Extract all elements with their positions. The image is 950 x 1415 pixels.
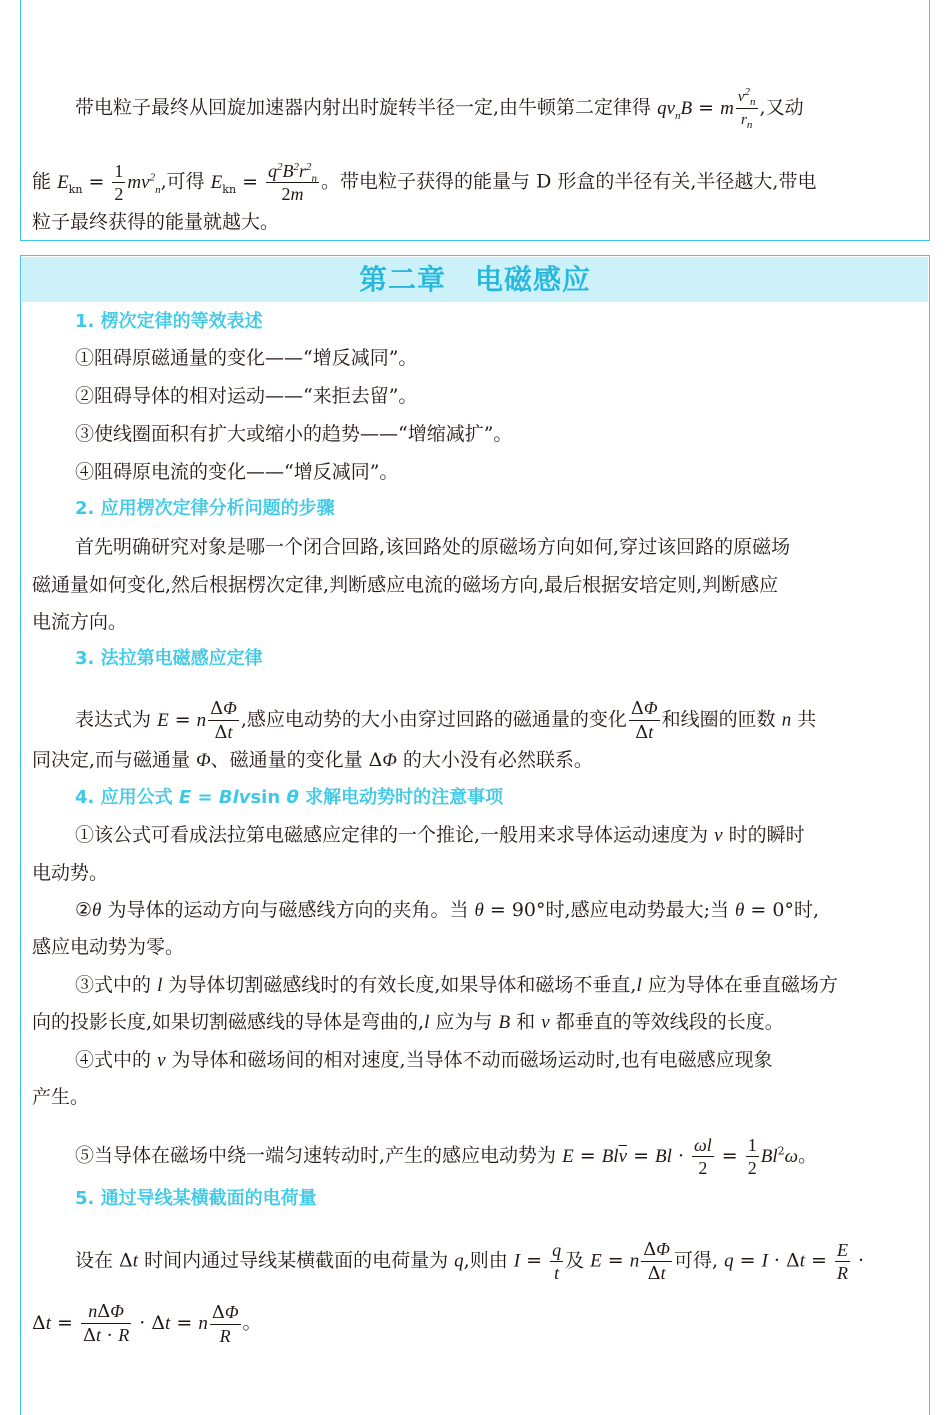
text: 和线圈的匝数 <box>661 708 776 731</box>
paragraph-line: 首先明确研究对象是哪一个闭合回路,该回路处的原磁场方向如何,穿过该回路的原磁场 <box>75 536 791 558</box>
formula: $\frac{\Delta\Phi}{\Delta t}$ <box>630 698 658 743</box>
text: 的大小没有必然联系。 <box>402 749 593 771</box>
text: ,则由 <box>463 1249 508 1272</box>
paragraph-line: 表达式为 E = n $\frac{\Delta\Phi}{\Delta t}$ ,感应电动势的大小由穿过回路的磁通量的变化 $\frac{\Delta\Phi}{\Delta t}$ 和线圈的匝数 n 共 <box>75 698 817 743</box>
formula: Δt = $\frac{\text{nΔΦ}}{\Delta t \cdot R}$ · Δt = n $\frac{\Delta\Phi}{R}$ <box>32 1301 239 1346</box>
paragraph-line <box>32 160 816 205</box>
text: 应为导体在垂直磁场方 <box>647 974 838 996</box>
section-heading: 5. 通过导线某横截面的电荷量 <box>75 1188 317 1209</box>
formula: $E_{kn}$ = $\frac{1}{2}$ $mv^2_n$ <box>57 161 161 204</box>
paragraph-line: 感应电动势为零。 <box>32 936 185 958</box>
list-item: ①阻碍原磁通量的变化——“增反减同”。 <box>75 347 418 369</box>
formula: E = n $\frac{\Delta\Phi}{\Delta t}$ <box>157 698 237 743</box>
text: 时, <box>793 899 820 921</box>
section-heading: 2. 应用楞次定律分析问题的步骤 <box>75 498 335 519</box>
text: 时,感应电动势最大;当 <box>545 899 729 921</box>
text: 同决定,而与磁通量 <box>32 749 191 771</box>
text: 为导体的运动方向与磁感线方向的夹角。当 <box>107 899 469 921</box>
text: 设在 <box>75 1249 114 1272</box>
text: 时的瞬时 <box>728 824 805 846</box>
text: ①该公式可看成法拉第电磁感应定律的一个推论,一般用来求导体运动速度为 <box>75 824 709 846</box>
list-item: ③使线圈面积有扩大或缩小的趋势——“增缩减扩”。 <box>75 423 513 445</box>
text: 可得, <box>673 1249 719 1272</box>
text: 求解电动势时的注意事项 <box>305 787 504 808</box>
text: ⑤当导体在磁场中绕一端匀速转动时,产生的感应电动势为 <box>75 1144 557 1167</box>
paragraph-line: 电动势。 <box>32 862 109 884</box>
list-item: ④式中的 v 为导体和磁场间的相对速度,当导体不动而磁场运动时,也有电磁感应现象 <box>75 1049 773 1071</box>
text: 。 <box>242 1311 262 1334</box>
text: 4. 应用公式 <box>75 787 173 808</box>
text: 为导体切割磁感线时的有效长度,如果导体和磁场不垂直, <box>168 974 637 996</box>
list-item: ①该公式可看成法拉第电磁感应定律的一个推论,一般用来求导体运动速度为 v 时的瞬时 <box>75 824 805 846</box>
text: 应为与 <box>435 1011 493 1033</box>
text: 、磁通量的变化量 <box>210 749 363 771</box>
paragraph-line <box>75 86 804 131</box>
list-item: ④阻碍原电流的变化——“增反减同”。 <box>75 461 399 483</box>
paragraph-line: 设在 Δt 时间内通过导线某横截面的电荷量为 q,则由 I = $\frac{q}{t}$ 及 E = n $\frac{\Delta\Phi}{\Delta t}$ 可得, q = I · Δt = $\frac{E}{R}$ · <box>75 1239 865 1284</box>
list-item: ②θ 为导体的运动方向与磁感线方向的夹角。当 θ = 90°时,感应电动势最大;当 θ = 0°时, <box>75 899 820 921</box>
list-item <box>75 1134 817 1179</box>
text: 和 <box>516 1011 536 1033</box>
section-heading: 4. 应用公式 E = Blvsin θ 求解电动势时的注意事项 <box>75 787 504 808</box>
paragraph-line <box>32 1300 262 1347</box>
text: 及 <box>565 1249 585 1272</box>
text: ,又动 <box>759 96 804 119</box>
text: ② <box>75 899 93 921</box>
text: ③式中的 <box>75 974 152 996</box>
formula: $E_{kn}$ = $\frac{q^2B^2r^2_n}{2m}$ <box>210 161 318 204</box>
text: 共 <box>797 708 817 731</box>
text: 能 <box>32 170 52 193</box>
formula: $qv_nB = m$ $\frac{v^2_n}{r_n}$ <box>657 86 756 131</box>
text: ,感应电动势的大小由穿过回路的磁通量的变化 <box>240 708 627 731</box>
list-item: ②阻碍导体的相对运动——“来拒去留”。 <box>75 385 418 407</box>
paragraph-line: 粒子最终获得的能量就越大。 <box>32 211 280 233</box>
text: 表达式为 <box>75 708 152 731</box>
chapter-title: 第二章 电磁感应 <box>358 263 591 296</box>
text: 。 <box>798 1144 818 1167</box>
section-heading: 3. 法拉第电磁感应定律 <box>75 648 263 669</box>
text: 都垂直的等效线段的长度。 <box>555 1011 784 1033</box>
text: 向的投影长度,如果切割磁感线的导体是弯曲的, <box>32 1011 425 1033</box>
text: 。带电粒子获得的能量与 D 形盒的半径有关,半径越大,带电 <box>321 170 817 193</box>
paragraph-line: 同决定,而与磁通量 Φ、磁通量的变化量 ΔΦ 的大小没有必然联系。 <box>32 749 593 771</box>
text: 时间内通过导线某横截面的电荷量为 <box>144 1249 449 1272</box>
chapter-banner <box>22 257 928 302</box>
list-item: ③式中的 l 为导体切割磁感线时的有效长度,如果导体和磁场不垂直,l 应为导体在垂直磁场方 <box>75 974 838 996</box>
text: 为导体和磁场间的相对速度,当导体不动而磁场运动时,也有电磁感应现象 <box>171 1049 773 1071</box>
paragraph-line: 电流方向。 <box>32 611 128 633</box>
paragraph-line: 产生。 <box>32 1086 90 1108</box>
text: ④式中的 <box>75 1049 152 1071</box>
paragraph-line: 磁通量如何变化,然后根据楞次定律,判断感应电流的磁场方向,最后根据安培定则,判断感应 <box>32 574 779 596</box>
formula: $E = Bl\overline{v} = Bl$ · $\frac{\omega l}{2}$ = $\frac{1}{2}$ Bl$^2$ω <box>562 1135 799 1178</box>
text: ,可得 <box>160 170 205 193</box>
paragraph-line: 向的投影长度,如果切割磁感线的导体是弯曲的,l 应为与 B 和 v 都垂直的等效线段的长度。 <box>32 1011 784 1033</box>
section-heading: 1. 楞次定律的等效表述 <box>75 311 263 332</box>
text: 带电粒子最终从回旋加速器内射出时旋转半径一定,由牛顿第二定律得 <box>75 96 652 119</box>
